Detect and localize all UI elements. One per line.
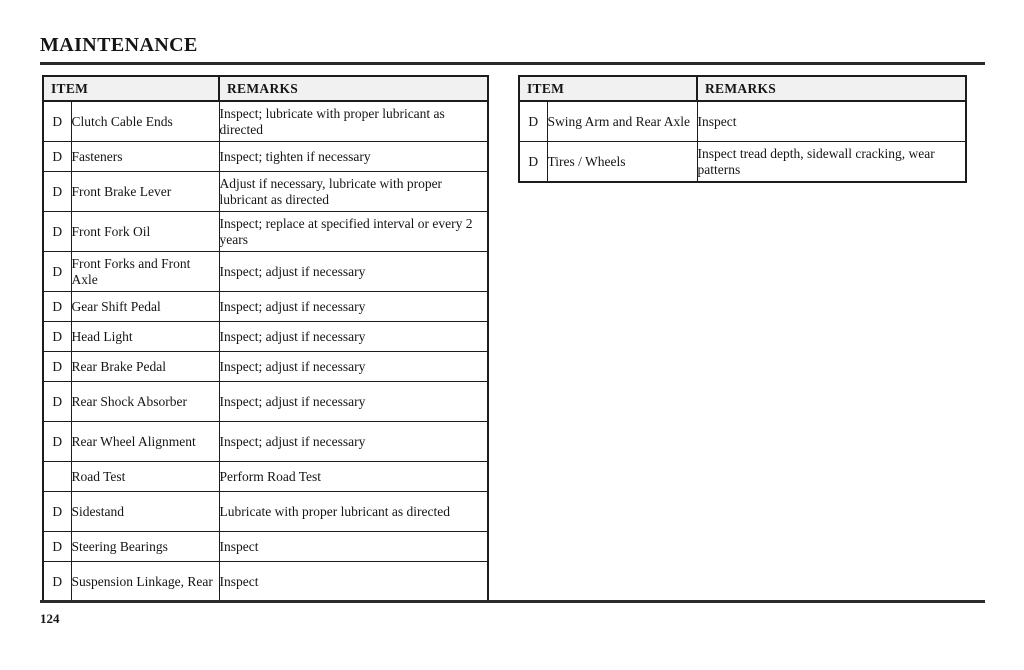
maintenance-table-left	[42, 75, 489, 603]
table-row	[43, 382, 488, 422]
cell-remark: Inspect	[219, 562, 488, 603]
page-number: 124	[40, 611, 60, 626]
cell-interval-mark: D	[43, 101, 71, 142]
cell-item: Gear Shift Pedal	[71, 292, 219, 322]
cell-remark: Inspect; tighten if necessary	[219, 142, 488, 172]
cell-remark: Perform Road Test	[219, 462, 488, 492]
cell-item: Fasteners	[71, 142, 219, 172]
table-body	[519, 101, 966, 182]
cell-item: Steering Bearings	[71, 532, 219, 562]
table-row	[43, 422, 488, 462]
cell-interval-mark: D	[43, 252, 71, 292]
cell-interval-mark	[43, 462, 71, 492]
table-row	[43, 322, 488, 352]
table-row	[43, 252, 488, 292]
cell-interval-mark: D	[43, 382, 71, 422]
column-header-remarks: REMARKS	[697, 76, 966, 101]
cell-interval-mark: D	[43, 492, 71, 532]
header-rule	[40, 62, 985, 65]
table-row	[43, 142, 488, 172]
cell-remark: Lubricate with proper lubricant as directed	[219, 492, 488, 532]
table-row	[43, 492, 488, 532]
cell-item: Suspension Linkage, Rear	[71, 562, 219, 603]
cell-remark: Adjust if necessary, lubricate with proper lubricant as directed	[219, 172, 488, 212]
cell-remark: Inspect; adjust if necessary	[219, 252, 488, 292]
table-row	[43, 562, 488, 603]
cell-interval-mark: D	[43, 422, 71, 462]
cell-item: Tires / Wheels	[547, 142, 697, 183]
footer-rule	[40, 600, 985, 603]
column-header-item: ITEM	[43, 76, 219, 101]
cell-item: Road Test	[71, 462, 219, 492]
cell-remark: Inspect	[219, 532, 488, 562]
table-row	[43, 101, 488, 142]
cell-item: Rear Shock Absorber	[71, 382, 219, 422]
table-body	[43, 101, 488, 602]
table-row	[43, 172, 488, 212]
cell-interval-mark: D	[43, 352, 71, 382]
cell-interval-mark: D	[43, 212, 71, 252]
column-header-item: ITEM	[519, 76, 697, 101]
cell-remark: Inspect; adjust if necessary	[219, 292, 488, 322]
table-row	[43, 292, 488, 322]
maintenance-table-right	[518, 75, 967, 183]
cell-remark: Inspect; lubricate with proper lubricant as directed	[219, 101, 488, 142]
cell-remark: Inspect	[697, 101, 966, 142]
page-title: MAINTENANCE	[40, 34, 198, 56]
table-row	[43, 532, 488, 562]
cell-item: Sidestand	[71, 492, 219, 532]
cell-interval-mark: D	[519, 101, 547, 142]
table-row	[43, 352, 488, 382]
table-header-row	[43, 76, 488, 101]
cell-remark: Inspect; adjust if necessary	[219, 322, 488, 352]
cell-interval-mark: D	[43, 562, 71, 603]
cell-remark: Inspect; adjust if necessary	[219, 352, 488, 382]
cell-item: Swing Arm and Rear Axle	[547, 101, 697, 142]
cell-interval-mark: D	[519, 142, 547, 183]
cell-item: Clutch Cable Ends	[71, 101, 219, 142]
cell-interval-mark: D	[43, 172, 71, 212]
table-row	[43, 212, 488, 252]
column-header-remarks: REMARKS	[219, 76, 488, 101]
cell-remark: Inspect tread depth, sidewall cracking, wear patterns	[697, 142, 966, 183]
table-row	[519, 142, 966, 183]
cell-item: Rear Brake Pedal	[71, 352, 219, 382]
table-row	[519, 101, 966, 142]
cell-interval-mark: D	[43, 292, 71, 322]
cell-item: Head Light	[71, 322, 219, 352]
cell-item: Front Brake Lever	[71, 172, 219, 212]
cell-item: Rear Wheel Alignment	[71, 422, 219, 462]
cell-interval-mark: D	[43, 142, 71, 172]
cell-remark: Inspect; adjust if necessary	[219, 382, 488, 422]
table-header-row	[519, 76, 966, 101]
cell-interval-mark: D	[43, 322, 71, 352]
table-row	[43, 462, 488, 492]
cell-remark: Inspect; replace at specified interval or every 2 years	[219, 212, 488, 252]
cell-interval-mark: D	[43, 532, 71, 562]
cell-item: Front Fork Oil	[71, 212, 219, 252]
cell-item: Front Forks and Front Axle	[71, 252, 219, 292]
cell-remark: Inspect; adjust if necessary	[219, 422, 488, 462]
